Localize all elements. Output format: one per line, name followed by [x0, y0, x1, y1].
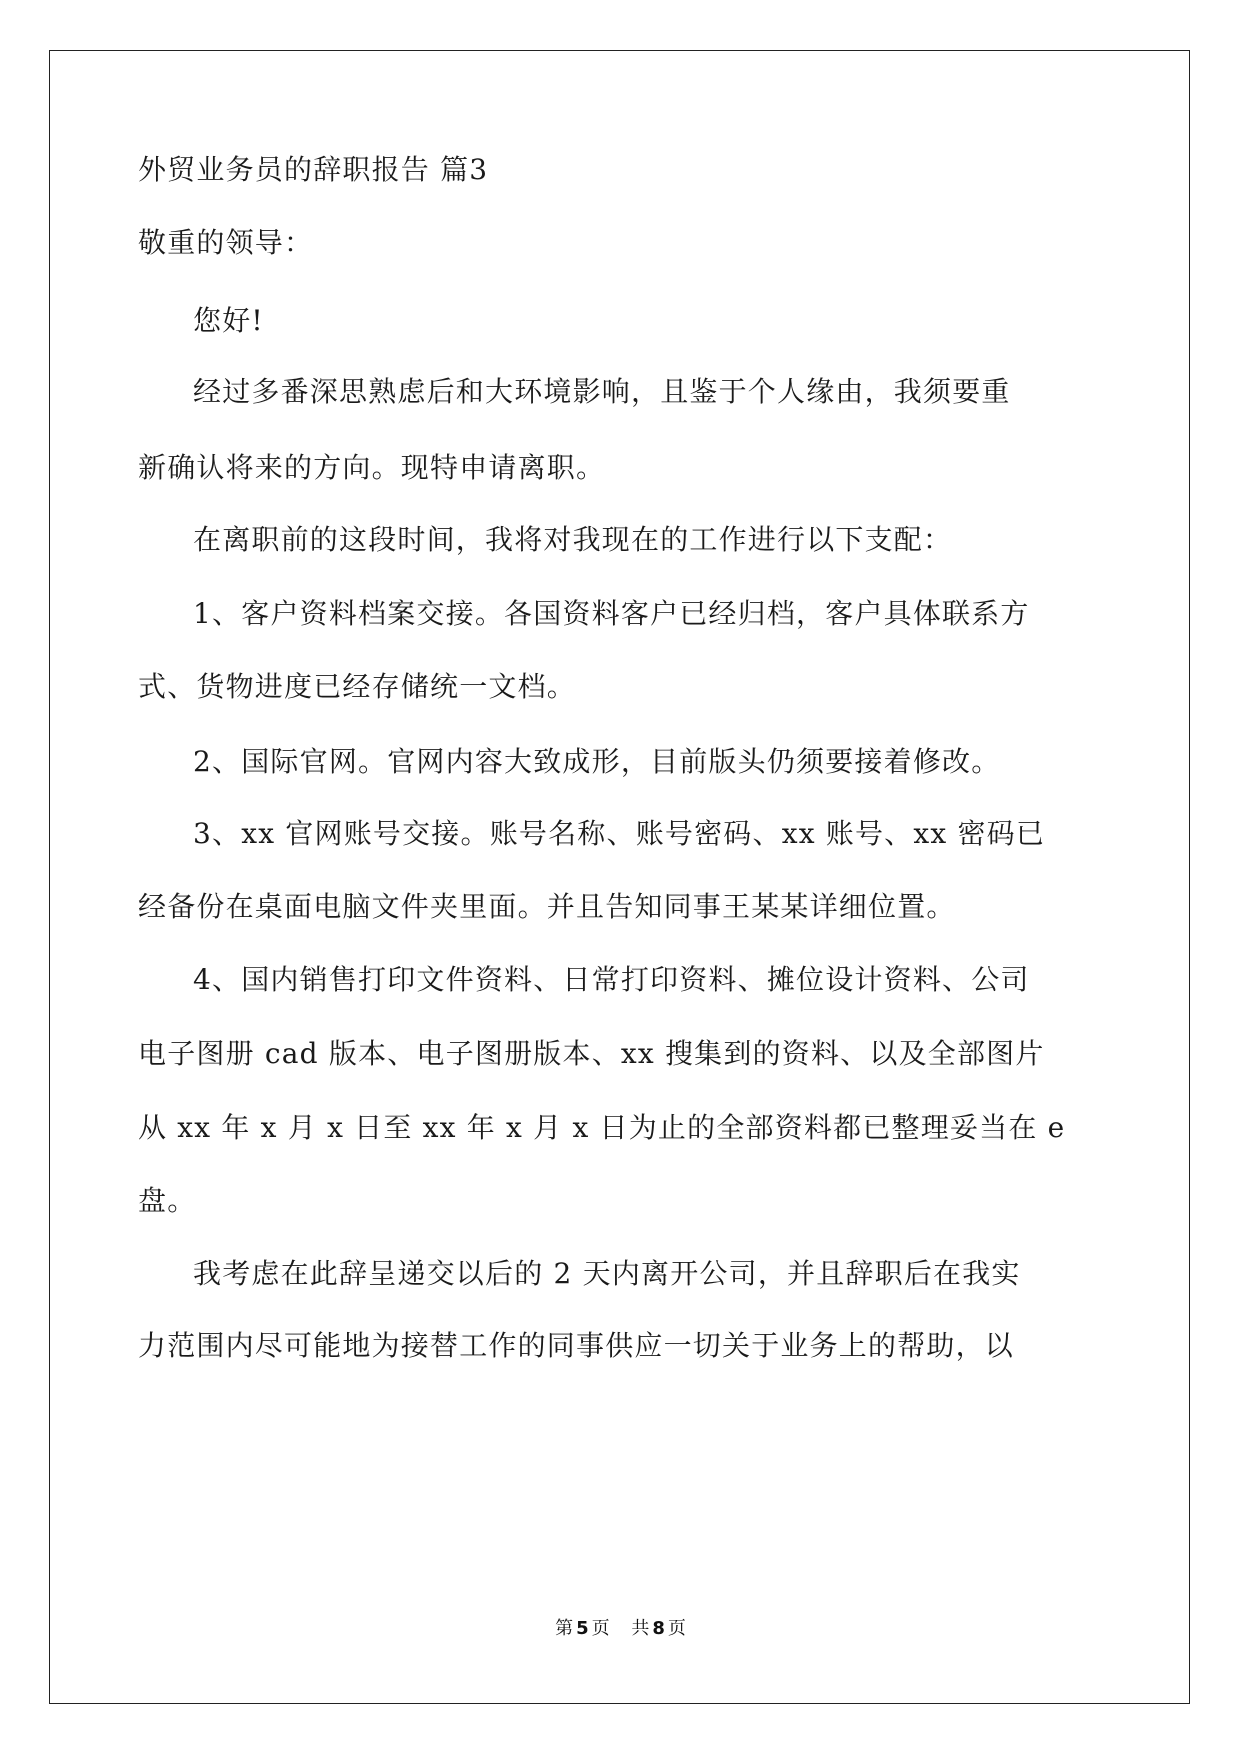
greeting: 您好! — [193, 304, 264, 337]
paragraph-line: 新确认将来的方向。现特申请离职。 — [138, 451, 606, 484]
page-footer — [0, 1614, 1241, 1640]
list-item-line: 经备份在桌面电脑文件夹里面。并且告知同事王某某详细位置。 — [138, 890, 956, 923]
paragraph-line: 在离职前的这段时间，我将对我现在的工作进行以下支配： — [193, 523, 953, 556]
paragraph-line: 我考虑在此辞呈递交以后的 2 天内离开公司，并且辞职后在我实 — [193, 1257, 1021, 1290]
list-item-line: 2、国际官网。官网内容大致成形，目前版头仍须要接着修改。 — [193, 745, 1001, 778]
document-title: 外贸业务员的辞职报告 篇3 — [138, 153, 489, 186]
page-number: 第 5 页 — [555, 1618, 610, 1639]
page-border — [49, 50, 1190, 1704]
list-item-line: 1、客户资料档案交接。各国资料客户已经归档，客户具体联系方 — [193, 597, 1030, 630]
list-item-line: 4、国内销售打印文件资料、日常打印资料、摊位设计资料、公司 — [193, 963, 1030, 996]
salutation: 敬重的领导： — [138, 226, 314, 259]
paragraph-line: 经过多番深思熟虑后和大环境影响，且鉴于个人缘由，我须要重 — [193, 375, 1011, 408]
list-item-line: 盘。 — [138, 1184, 197, 1217]
paragraph-line: 力范围内尽可能地为接替工作的同事供应一切关于业务上的帮助，以 — [138, 1329, 1015, 1362]
list-item-line: 式、货物进度已经存储统一文档。 — [138, 670, 577, 703]
list-item-line: 3、xx 官网账号交接。账号名称、账号密码、xx 账号、xx 密码已 — [193, 817, 1046, 850]
list-item-line: 从 xx 年 x 月 x 日至 xx 年 x 月 x 日为止的全部资料都已整理妥当在 e — [138, 1111, 1066, 1144]
list-item-line: 电子图册 cad 版本、电子图册版本、xx 搜集到的资料、以及全部图片 — [138, 1037, 1045, 1070]
page-total: 共 8 页 — [631, 1618, 686, 1639]
